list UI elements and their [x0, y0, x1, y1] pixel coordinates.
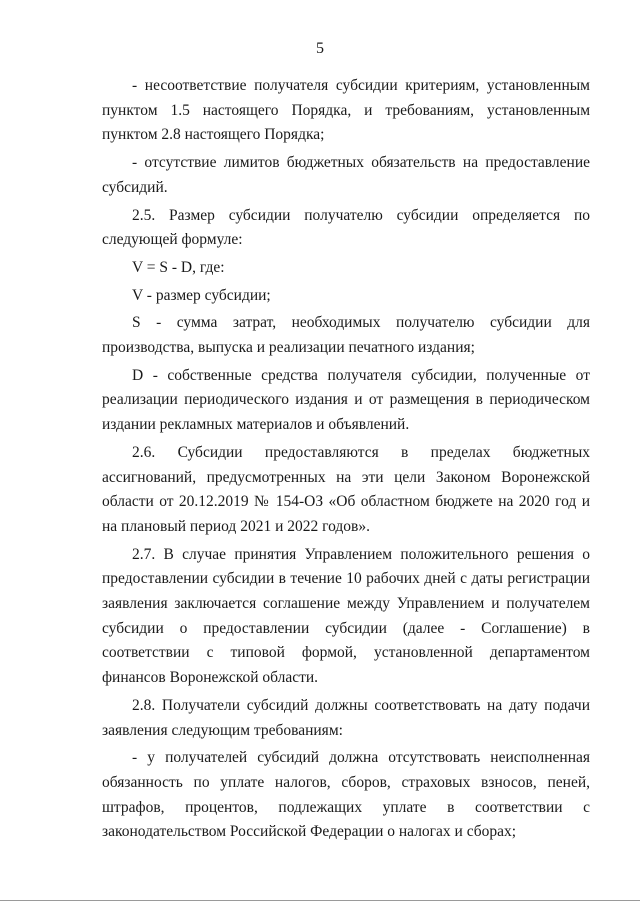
paragraph-2-8: 2.8. Получатели субсидий должны соответствовать на дату подачи заявления следующим требованиям:	[102, 696, 590, 739]
paragraph-2-6: 2.6. Субсидии предоставляются в пределах бюджетных ассигнований, предусмотренных на эти цели Законом Воронежской области от 20.12.2019 № 154-ОЗ «Об областном бюджете на 2020 год и на плановый период 2021 и 2022 годов».	[102, 443, 590, 535]
page-number: 5	[316, 40, 324, 57]
formula-s-definition: S - сумма затрат, необходимых получателю субсидии для производства, выпуска и реализации печатного издания;	[102, 314, 590, 357]
formula-v-definition: V - размер субсидии;	[132, 286, 271, 304]
document-body	[102, 74, 590, 845]
paragraph-no-limits: - отсутствие лимитов бюджетных обязательств на предоставление субсидий.	[102, 154, 590, 196]
paragraph-criteria-mismatch: - несоответствие получателя субсидии критериям, установленным пунктом 1.5 настоящего Порядка, и требованиям, установленным пунктом 2.8 настоящего Порядка;	[102, 77, 590, 144]
page-bottom-rule	[0, 900, 640, 901]
formula-d-definition: D - собственные средства получателя субсидии, полученные от реализации периодического издания и от размещения в периодическом издании рекламных материалов и объявлений.	[102, 366, 590, 434]
formula-line: V = S - D, где:	[132, 258, 225, 276]
paragraph-tax-obligation: - у получателей субсидий должна отсутствовать неисполненная обязанность по уплате налогов, сборов, страховых взносов, пеней, штрафов, процентов, подлежащих уплате в соответствии с законодательством Российской Федерации о налогах и сборах;	[102, 749, 590, 841]
paragraph-2-5: 2.5. Размер субсидии получателю субсидии определяется по следующей формуле:	[102, 206, 590, 249]
paragraph-2-7: 2.7. В случае принятия Управлением положительного решения о предоставлении субсидии в течение 10 рабочих дней с даты регистрации заявления заключается соглашение между Управлением и получателем субсидии о предоставлении субсидии (далее - Соглашение) в соответствии с типовой формой, установленной департаментом финансов Воронежской области.	[102, 545, 590, 687]
